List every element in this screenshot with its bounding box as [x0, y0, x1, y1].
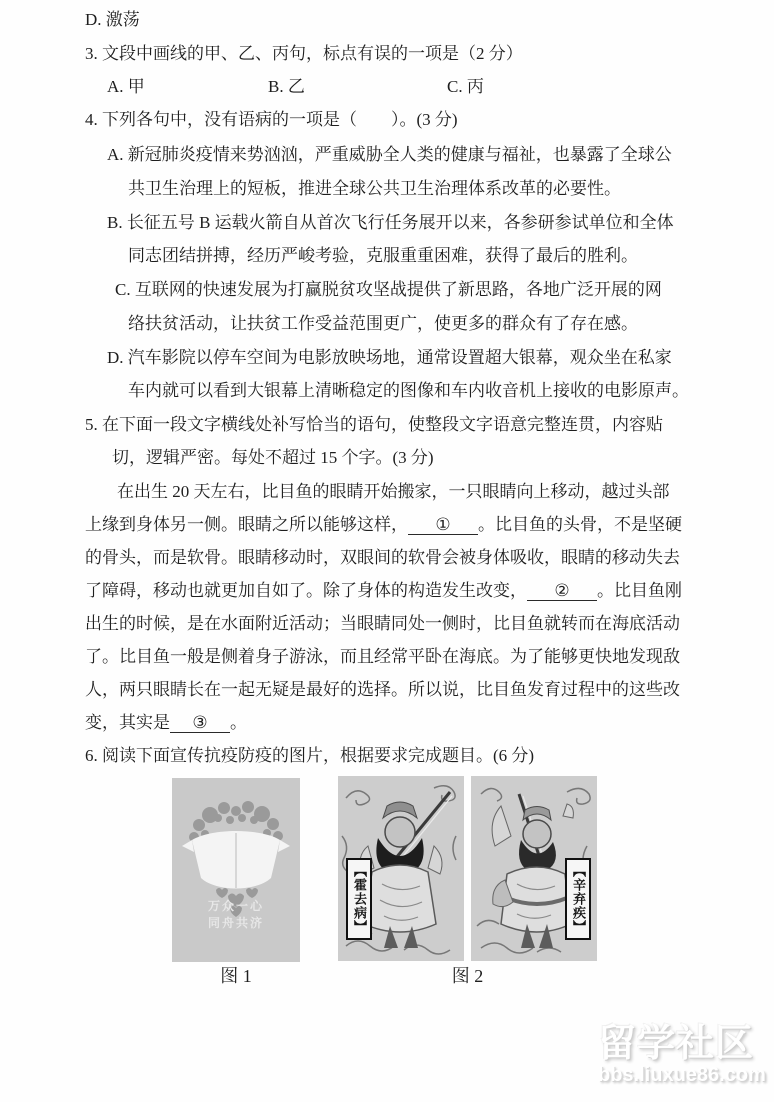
text-segment: 。比目鱼的头骨，不是坚硬 [478, 515, 682, 534]
heart-mask-graphic [172, 778, 300, 962]
figure-1-poster [172, 778, 300, 962]
question-4-option-d-line2: 车内就可以看到大银幕上清晰稳定的图像和车内收音机上接收的电影原声。 [128, 381, 689, 400]
passage-line-8 [85, 711, 247, 734]
circled-number-2: ② [554, 581, 570, 600]
door-god-right-banner: 【辛弃疾】 [565, 858, 591, 940]
question-3-option-c: C. 丙 [447, 77, 484, 96]
question-3-option-b: B. 乙 [268, 77, 305, 96]
text-segment: 变，其实是 [85, 713, 170, 732]
watermark-title: 留学社区 [598, 1023, 755, 1065]
circled-number-1: ① [435, 515, 451, 534]
question-3-stem: 3. 文段中画线的甲、乙、丙句，标点有误的一项是（2 分） [85, 44, 523, 63]
figure-2-doorgods [338, 776, 597, 961]
question-4-option-b-line2: 同志团结拼搏，经历严峻考验，克服重重困难，获得了最后的胜利。 [128, 246, 638, 265]
question-6-stem: 6. 阅读下面宣传抗疫防疫的图片，根据要求完成题目。(6 分) [85, 746, 535, 765]
question-4-option-d-line1: D. 汽车影院以停车空间为电影放映场地，通常设置超大银幕，观众坐在私家 [107, 348, 672, 367]
figure-1-caption: 图 1 [220, 966, 252, 986]
question-5-stem-line1: 5. 在下面一段文字横线处补写恰当的语句，使整段文字语意完整连贯，内容贴 [85, 415, 663, 434]
watermark-url: bbs.liuxue86.com [598, 1064, 766, 1086]
passage-line-5: 出生的时候，是在水面附近活动；当眼睛同处一侧时，比目鱼就转而在海底活动 [85, 614, 680, 633]
question-3-option-a: A. 甲 [107, 77, 145, 96]
door-god-left-banner: 【霍去病】 [346, 858, 372, 940]
passage-line-2 [85, 513, 682, 536]
text-segment: 。 [230, 713, 247, 732]
text-segment: 上缘到身体另一侧。眼睛之所以能够这样， [85, 515, 408, 534]
question-4-option-a-line2: 共卫生治理上的短板，推进全球公共卫生治理体系改革的必要性。 [128, 179, 621, 198]
question-4-stem: 4. 下列各句中，没有语病的一项是（ ）。(3 分) [85, 110, 458, 129]
passage-line-3: 的骨头，而是软骨。眼睛移动时，双眼间的软骨会被身体吸收，眼睛的移动失去 [85, 548, 680, 567]
blank-2 [527, 581, 597, 601]
door-god-right-panel [471, 776, 597, 961]
text-segment: 。比目鱼刚 [597, 581, 682, 600]
question-4-option-c-line1: C. 互联网的快速发展为打赢脱贫攻坚战提供了新思路，各地广泛开展的网 [115, 280, 662, 299]
passage-line-1: 在出生 20 天左右，比目鱼的眼睛开始搬家，一只眼睛向上移动，越过头部 [117, 482, 670, 501]
passage-line-7: 人，两只眼睛长在一起无疑是最好的选择。所以说，比目鱼发育过程中的这些改 [85, 680, 680, 699]
poster-slogan-line2: 同舟共济 [207, 916, 264, 930]
question-5-stem-line2: 切，逻辑严密。每处不超过 15 个字。(3 分) [112, 448, 434, 467]
text-segment: 了障碍，移动也就更加自如了。除了身体的构造发生改变， [85, 581, 527, 600]
poster-slogan [172, 898, 300, 932]
circled-number-3: ③ [192, 713, 208, 732]
question-4-option-c-line2: 络扶贫活动，让扶贫工作受益范围更广，使更多的群众有了存在感。 [128, 314, 638, 333]
passage-line-4 [85, 579, 682, 602]
question-4-option-a-line1: A. 新冠肺炎疫情来势汹汹，严重威胁全人类的健康与福祉，也暴露了全球公 [107, 145, 672, 164]
option-d-previous: D. 激荡 [85, 10, 140, 29]
question-4-option-b-line1: B. 长征五号 B 运载火箭自从首次飞行任务展开以来，各参研参试单位和全体 [107, 213, 674, 232]
passage-line-6: 了。比目鱼一般是侧着身子游泳，而且经常平卧在海底。为了能够更快地发现敌 [85, 647, 680, 666]
blank-1 [408, 515, 478, 535]
blank-3 [170, 713, 230, 733]
door-god-left-panel [338, 776, 464, 961]
site-watermark [598, 1024, 774, 1086]
figure-2-caption: 图 2 [451, 966, 484, 986]
poster-slogan-line1: 万众一心 [207, 899, 264, 913]
